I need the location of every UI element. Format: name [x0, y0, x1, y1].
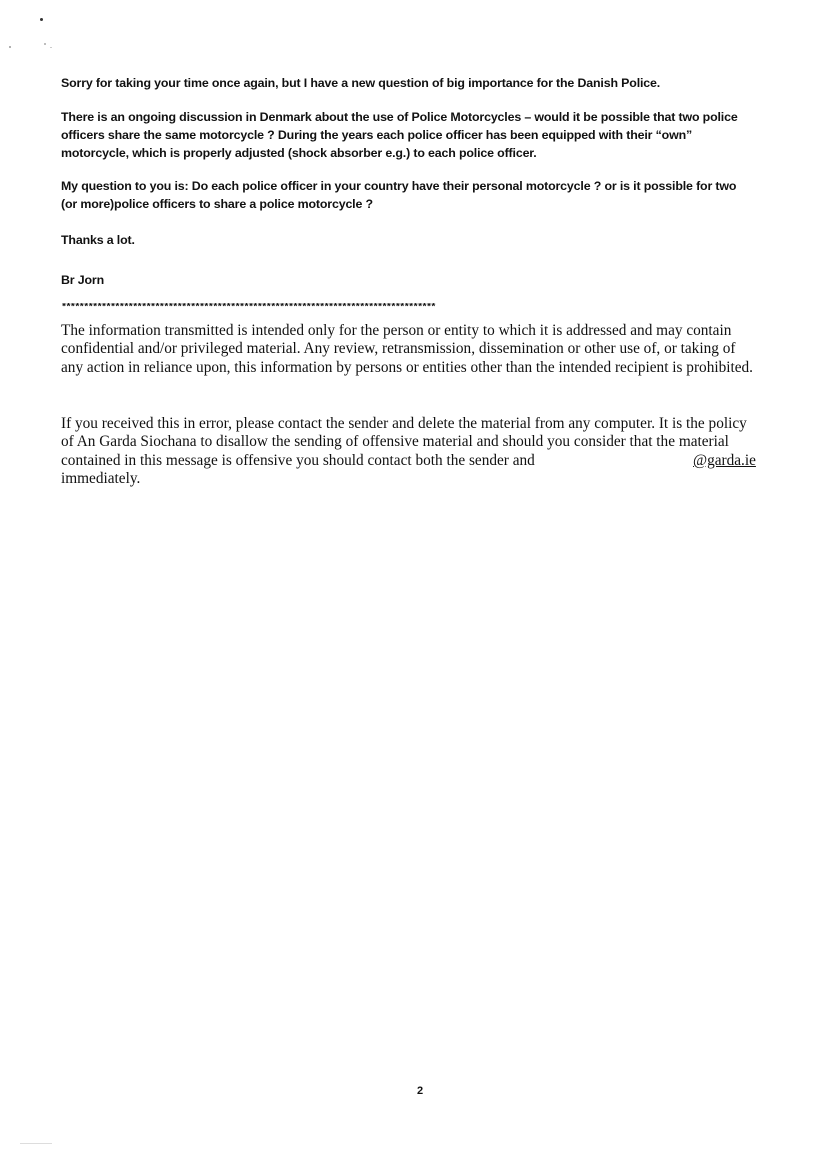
scan-speck [44, 43, 46, 45]
scan-speck [40, 18, 43, 21]
email-thanks: Thanks a lot. [61, 233, 135, 247]
email-question: My question to you is: Do each police officer in your country have their personal motorcycle ? or is it possible for two (or more)police officers to share a police motorcycle ? [61, 179, 737, 211]
separator-line: ************************************************************************************ [61, 303, 435, 314]
page-number: 2 [416, 1085, 424, 1097]
scan-speck [9, 46, 11, 48]
scan-speck [50, 47, 52, 48]
disclaimer-text-end: immediately. [61, 470, 141, 488]
scan-artifact [20, 1143, 52, 1144]
email-paragraph: There is an ongoing discussion in Denmark about the use of Police Motorcycles – would it be possible that two police officers share the same motorcycle ? During the years each police officer has been equipped with their “own” motorcycle, which is properly adjusted (shock absorber e.g.) to each police officer. [61, 110, 738, 160]
disclaimer-paragraph: The information transmitted is intended only for the person or entity to which it is addressed and may contain confidential and/or privileged material. Any review, retransmission, dissemination or other use of, or taking of any action in reliance upon, this information by persons or entities other than the intended recipient is prohibited. [61, 322, 754, 376]
email-signoff: Br Jorn [61, 273, 105, 287]
disclaimer-paragraph-2 [61, 415, 761, 489]
email-paragraph: Sorry for taking your time once again, but I have a new question of big importance for the Danish Police. [61, 76, 661, 90]
disclaimer-text: If you received this in error, please contact the sender and delete the material from any computer. It is the policy of An Garda Siochana to disallow the sending of offensive material and should you consider that the material contained in this message is offensive you should contact both the sender and [61, 415, 747, 469]
email-domain-link[interactable]: @garda.ie [693, 452, 756, 469]
